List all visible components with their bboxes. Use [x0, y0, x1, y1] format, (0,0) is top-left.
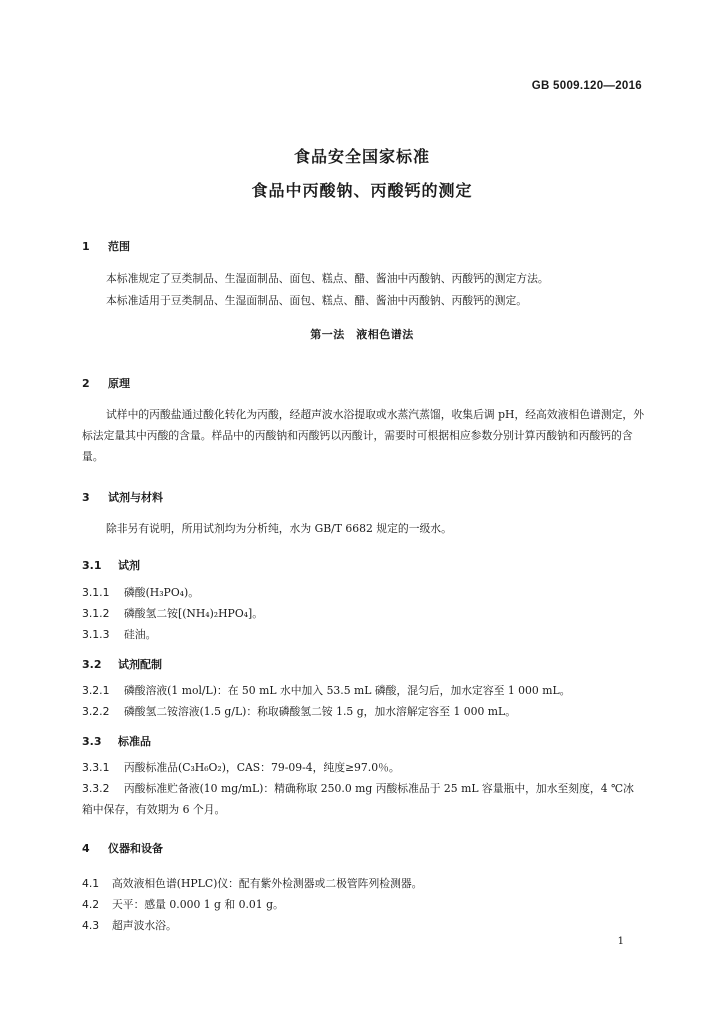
item-number: 3.2.2: [82, 705, 110, 718]
item-number: 3.3.1: [82, 761, 110, 774]
section-heading: [82, 238, 130, 254]
section-title: 范围: [108, 240, 130, 253]
item-number: 3.3.2: [82, 782, 110, 795]
item-text: 硅油。: [124, 628, 157, 641]
list-item: [82, 624, 644, 645]
section-title: 原理: [108, 377, 130, 390]
paragraph: 试样中的丙酸盐通过酸化转化为丙酸，经超声波水浴提取或水蒸汽蒸馏，收集后调 pH，经高效液相色谱测定，外标法定量其中丙酸的含量。样品中的丙酸钠和丙酸钙以丙酸计，需要时可根据相应参数分别计算丙酸钠和丙酸钙的含量。: [82, 408, 645, 463]
section-number: 3.1: [82, 559, 102, 572]
item-text: 超声波水浴。: [112, 919, 177, 932]
item-number: 4.3: [82, 919, 100, 932]
list-item: [82, 680, 644, 701]
list-item: [82, 757, 644, 778]
section-number: 4: [82, 842, 90, 855]
section-heading: [82, 375, 130, 391]
item-number: 3.1.1: [82, 586, 110, 599]
page-number: 1: [617, 936, 624, 947]
section-number: 1: [82, 240, 90, 253]
item-text: 天平：感量 0.000 1 g 和 0.01 g。: [112, 898, 284, 911]
item-number: 3.1.2: [82, 607, 110, 620]
document-title-main: 食品安全国家标准: [293, 147, 430, 166]
item-text: 高效液相色谱(HPLC)仪：配有紫外检测器或二极管阵列检测器。: [112, 877, 423, 890]
section-number: 3: [82, 491, 90, 504]
item-number: 4.1: [82, 877, 100, 890]
list-item: [82, 582, 644, 603]
list-item: [82, 603, 644, 624]
paragraph: 本标准适用于豆类制品、生湿面制品、面包、糕点、醋、酱油中丙酸钠、丙酸钙的测定。: [106, 294, 528, 307]
item-number: 4.2: [82, 898, 100, 911]
section-title: 试剂: [118, 559, 140, 572]
standard-code: GB 5009.120—2016: [531, 80, 642, 92]
section-heading: [82, 840, 163, 856]
section-number: 3.2: [82, 658, 102, 671]
item-text: 丙酸标准品(C₃H₆O₂)，CAS：79-09-4，纯度≥97.0％。: [124, 761, 400, 774]
paragraph: 除非另有说明，所用试剂均为分析纯，水为 GB/T 6682 规定的一级水。: [106, 522, 452, 535]
item-number: 3.1.3: [82, 628, 110, 641]
item-text: 磷酸(H₃PO₄)。: [124, 586, 200, 599]
section-title: 标准品: [118, 735, 151, 748]
subsection-heading: [82, 733, 151, 749]
subsection-heading: [82, 557, 140, 573]
subsection-heading: [82, 656, 162, 672]
section-title: 试剂与材料: [108, 491, 163, 504]
section-title: 试剂配制: [118, 658, 162, 671]
item-text: 磷酸氢二铵溶液(1.5 g/L)：称取磷酸氢二铵 1.5 g，加水溶解定容至 1 000 mL。: [124, 705, 516, 718]
section-number: 3.3: [82, 735, 102, 748]
item-text: 磷酸溶液(1 mol/L)：在 50 mL 水中加入 53.5 mL 磷酸，混匀后，加水定容至 1 000 mL。: [124, 684, 571, 697]
item-number: 3.2.1: [82, 684, 110, 697]
section-title: 仪器和设备: [108, 842, 163, 855]
section-heading: [82, 489, 163, 505]
item-text: 磷酸氢二铵[(NH₄)₂HPO₄]。: [124, 607, 264, 620]
list-item: [82, 894, 644, 915]
paragraph: 本标准规定了豆类制品、生湿面制品、面包、糕点、醋、酱油中丙酸钠、丙酸钙的测定方法。: [106, 272, 549, 285]
list-item: [82, 915, 644, 936]
item-text: 丙酸标准贮备液(10 mg/mL)：精确称取 250.0 mg 丙酸标准品于 25 mL 容量瓶中，加水至刻度，4 ℃冰箱中保存，有效期为 6 个月。: [82, 782, 634, 816]
list-item: [82, 873, 644, 894]
document-title-sub: 食品中丙酸钠、丙酸钙的测定: [251, 181, 473, 200]
method-heading: 第一法 液相色谱法: [310, 328, 414, 341]
list-item: [82, 701, 644, 722]
section-number: 2: [82, 377, 90, 390]
list-item: [82, 778, 644, 820]
